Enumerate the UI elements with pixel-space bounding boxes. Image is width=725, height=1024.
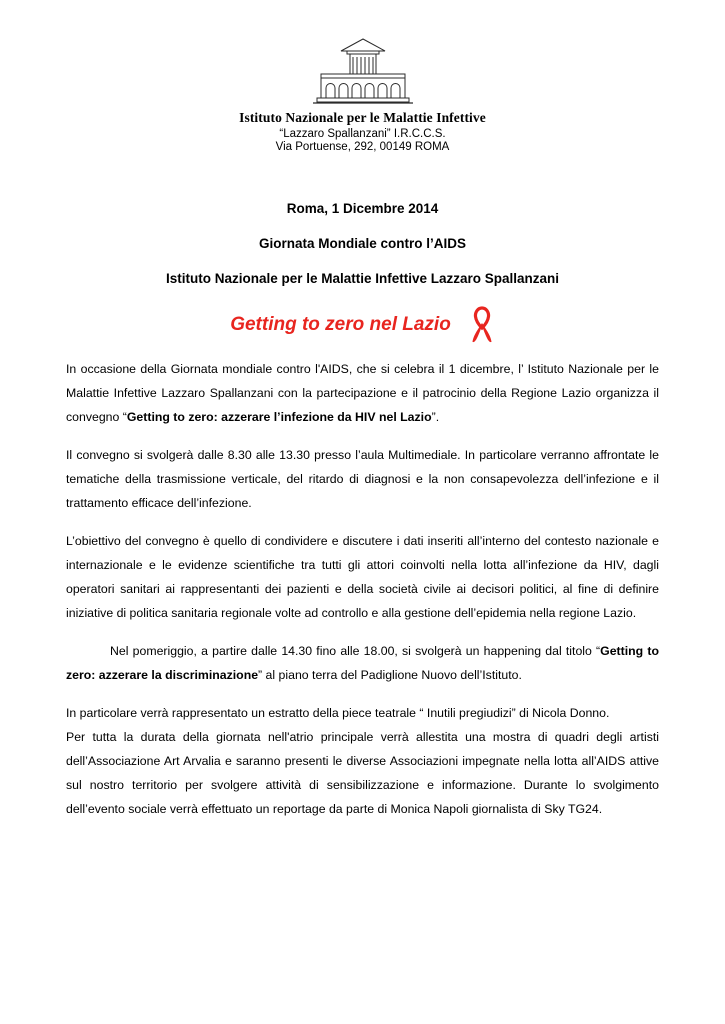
aids-red-ribbon-icon xyxy=(469,306,495,344)
page-title: Getting to zero nel Lazio xyxy=(230,314,451,335)
paragraph-1-text-a: In occasione della Giornata mondiale contro l'AIDS, che si celebra il 1 dicembre, l’ Istituto Nazionale per le Malattie Infettive Lazzaro Spallanzani con la partecipazione e il patrocinio della Regione Lazio organizza il convegno “ xyxy=(66,362,659,424)
paragraph-4-text-a: Nel pomeriggio, a partire dalle 14.30 fino alle 18.00, si svolgerà un happening dal titolo “ xyxy=(110,643,601,658)
building-logo-icon xyxy=(307,36,419,106)
paragraph-4 xyxy=(66,640,659,688)
paragraph-3: L’obiettivo del convegno è quello di condividere e discutere i dati inseriti all’interno del contesto nazionale e internazionale e le evidenze scientifiche tra tutti gli attori coinvolti nella lotta all’infezione da HIV, dagli operatori sanitari ai rappresentanti dei pazienti e della società civile ai decisori politici, al fine di definire iniziative di politica sanitaria regionale volte ad controllo e alla gestione dell’epidemia nella regione Lazio. xyxy=(66,533,659,620)
title-event: Giornata Mondiale contro l’AIDS xyxy=(258,236,466,251)
title-main-row xyxy=(66,306,659,344)
paragraph-4-text-c: ” al piano terra del Padiglione Nuovo dell’Istituto. xyxy=(258,667,522,682)
document-body xyxy=(66,358,659,821)
paragraph-6: Per tutta la durata della giornata nell'atrio principale verrà allestita una mostra di quadri degli artisti dell’Associazione Art Arvalia e saranno presenti le diverse Associazioni impegnate nella lotta all’AIDS attive sul nostro territorio per svolgere attività di sensibilizzazione e informazione. Durante lo svolgimento dell’evento sociale verrà effettuato un reportage da parte di Monica Napoli giornalista di Sky TG24. xyxy=(66,729,659,816)
paragraph-2: Il convegno si svolgerà dalle 8.30 alle 13.30 presso l’aula Multimediale. In particolare verranno affrontate le tematiche della trasmissione verticale, del ritardo di diagnosi e la non consapevolezza dell’infezione e il trattamento efficace dell’infezione. xyxy=(66,447,659,510)
organization-address: Via Portuense, 292, 00149 ROMA xyxy=(275,141,450,153)
institute-logo xyxy=(66,34,659,106)
paragraph-5: In particolare verrà rappresentato un estratto della piece teatrale “ Inutili pregiudizi” di Nicola Donno. xyxy=(66,705,610,720)
title-institute: Istituto Nazionale per le Malattie Infettive Lazzaro Spallanzani xyxy=(165,271,560,286)
title-block xyxy=(66,201,659,344)
organization-name: Istituto Nazionale per le Malattie Infettive xyxy=(239,110,486,125)
paragraph-1-text-c: ”. xyxy=(431,409,440,424)
happening-title-bold: Getting to zero: azzerare la discriminazione xyxy=(66,643,659,682)
convegno-title-bold: Getting to zero: azzerare l’infezione da HIV nel Lazio xyxy=(126,409,432,424)
letterhead xyxy=(66,34,659,153)
paragraph-1 xyxy=(66,358,659,430)
organization-subtitle: “Lazzaro Spallanzani” I.R.C.C.S. xyxy=(279,128,446,140)
title-date: Roma, 1 Dicembre 2014 xyxy=(286,201,439,216)
